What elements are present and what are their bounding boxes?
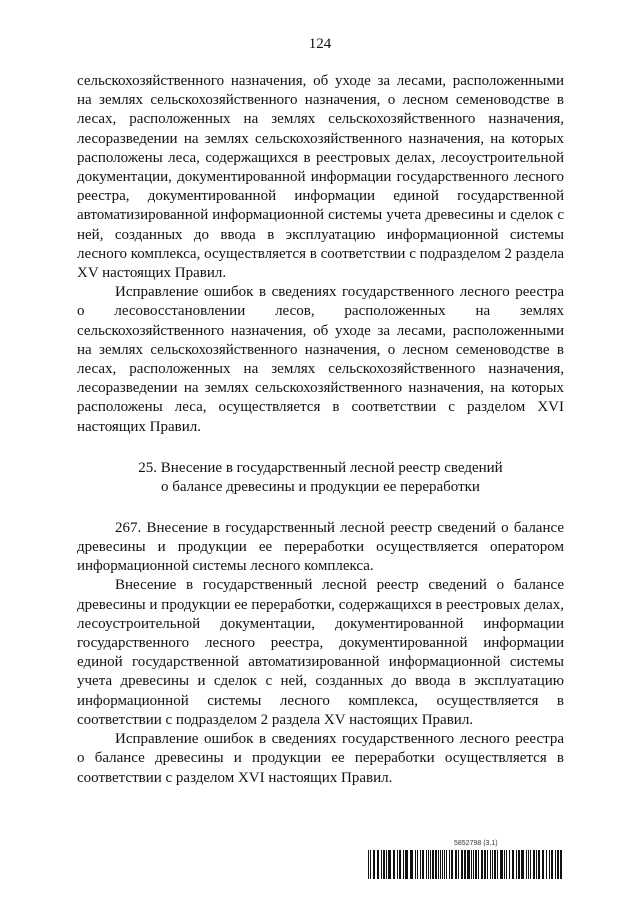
section-heading xyxy=(77,459,564,497)
section-heading-line-2: о балансе древесины и продукции ее переработки xyxy=(161,478,480,495)
paragraph-267: 267. Внесение в государственный лесной реестр сведений о балансе древесины и продукции ее переработки осуществляется оператором информационной системы лесного комплекса. xyxy=(77,519,564,575)
document-body xyxy=(77,72,564,788)
page-number: 124 xyxy=(308,36,332,52)
paragraph-balance-entry: Внесение в государственный лесной реестр сведений о балансе древесины и продукции ее переработки, содержащихся в реестровых делах, лесоустроительной документации, документированной информации государственного лесного реестра, документированной информации единой государственной автоматизированной информационной системы учета древесины и сделок с ней, созданных до ввода в эксплуатацию информационной системы лесного комплекса, осуществляется в соответствии с подразделом 2 раздела XV настоящих Правил. xyxy=(77,577,564,728)
section-heading-line-1: 25. Внесение в государственный лесной реестр сведений xyxy=(138,459,503,476)
document-code: 5852798 (3.1) xyxy=(454,840,498,847)
paragraph-error-correction-forest: Исправление ошибок в сведениях государственного лесного реестра о лесовосстановлении лесов, расположенных на землях сельскохозяйственного назначения, об уходе за лесами, расположенными на землях сельскохозяйственного назначения, о лесном семеноводстве в лесах, расположенных на землях сельскохозяйственного назначения, лесоразведении на землях сельскохозяйственного назначения, на которых расположены леса, осуществляется в соответствии с разделом XVI настоящих Правил. xyxy=(77,284,564,435)
paragraph-continued: сельскохозяйственного назначения, об уходе за лесами, расположенными на землях сельскохозяйственного назначения, о лесном семеноводстве в лесах, расположенных на землях сельскохозяйственного назначения, лесоразведении на землях сельскохозяйственного назначения, на которых расположены леса, содержащихся в реестровых делах, лесоустроительной документации, документированной информации государственного лесного реестра, документированной информации единой государственной автоматизированной информационной системы учета древесины и сделок с ней, созданных до ввода в эксплуатацию информационной системы лесного комплекса, осуществляется в соответствии с подразделом 2 раздела XV настоящих Правил. xyxy=(77,73,564,282)
barcode-icon xyxy=(368,850,564,879)
paragraph-error-correction-balance: Исправление ошибок в сведениях государственного лесного реестра о балансе древесины и продукции ее переработки осуществляется в соответствии с разделом XVI настоящих Правил. xyxy=(77,731,564,786)
